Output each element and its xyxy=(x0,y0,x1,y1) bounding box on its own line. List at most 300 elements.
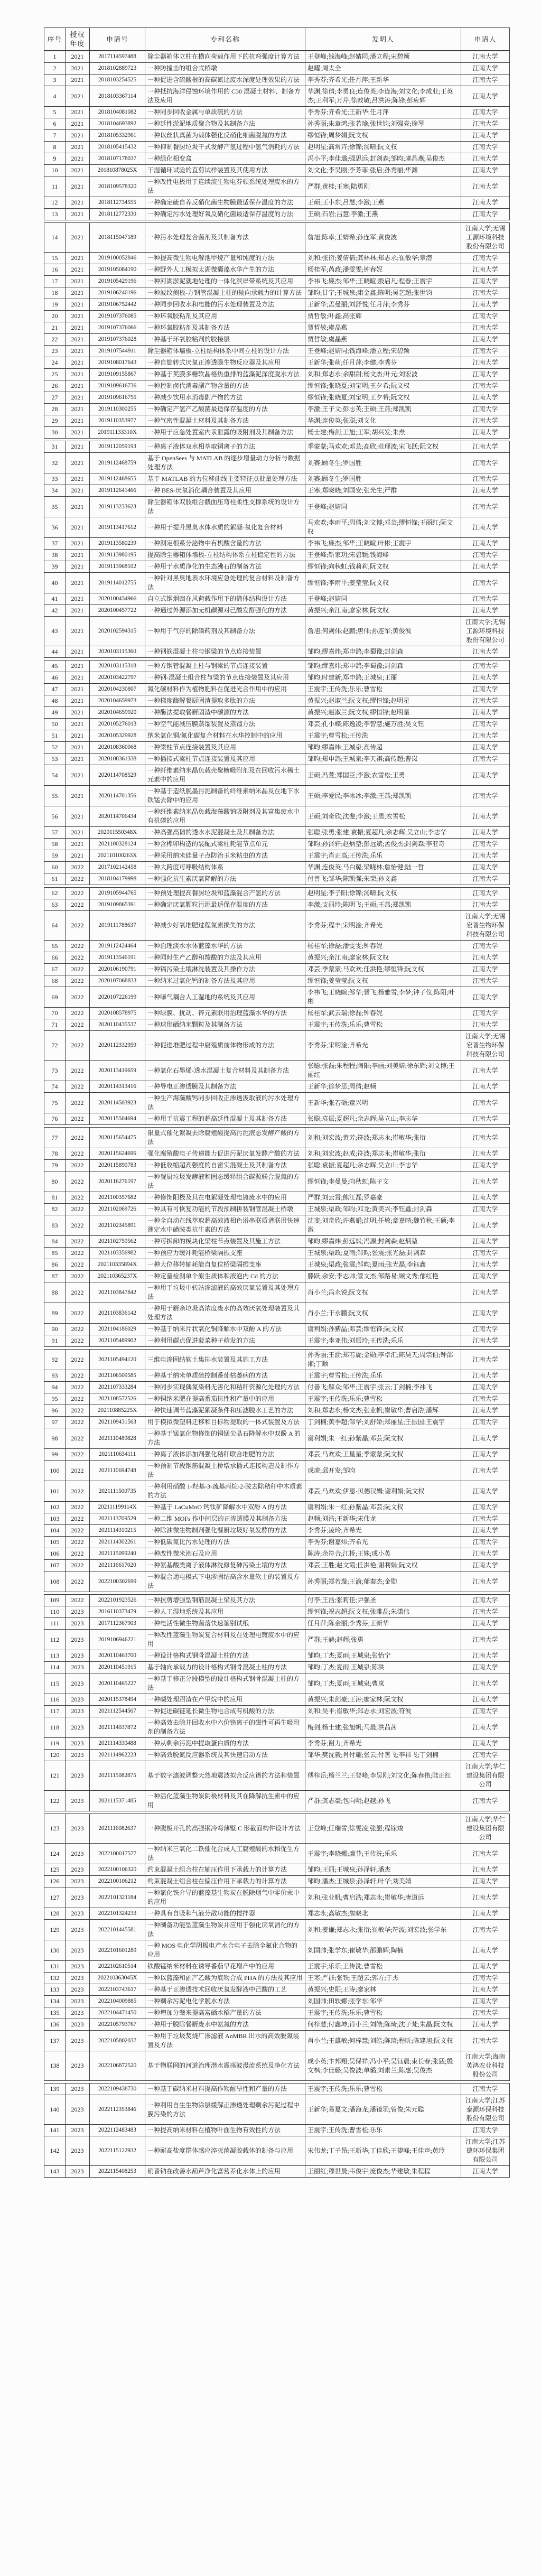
table-row xyxy=(44,1303,510,1324)
inventors-cell: 李祎飞;廉杰;邹华;王晓暄;叶彬;王震宇 xyxy=(305,538,461,550)
table-row xyxy=(44,427,510,439)
year-cell: 2021 xyxy=(66,392,90,404)
inventors-cell: 赵耀;周太全 xyxy=(305,63,461,75)
patent-title-cell: 一种测定根系分泌物中有机酸含量的方法 xyxy=(145,538,305,550)
inventors-cell: 刘和;张业帆;曹启浩;郑志永;崔敏华;唐道远 xyxy=(305,1887,461,1908)
year-cell: 2022 xyxy=(66,1215,90,1236)
application-number-cell: 2018102889723 xyxy=(90,63,145,75)
inventors-cell: 王登峰;靳家玥;宋碧颖;钱海峰 xyxy=(305,550,461,561)
patent-title-cell: 一种控制卤代消毒副产物含量的方法 xyxy=(145,380,305,392)
application-number-cell: 202210363045X xyxy=(90,1973,145,1984)
patent-title-cell: 一种二维 MOFs 作中间层的正渗透膜及其制备方法 xyxy=(145,1513,305,1525)
applicant-cell: 江南大学 xyxy=(461,1673,510,1694)
table-row xyxy=(44,1973,510,1984)
applicant-cell: 江南大学 xyxy=(461,827,510,839)
inventors-cell: 邹昀;潘杰;王城泉;孙泽轩;叶华;刘美婧 xyxy=(305,1876,461,1887)
table-row xyxy=(44,517,510,538)
patent-title-cell: 一种纳米过氧化钙的制备方法及其应用 xyxy=(145,975,305,987)
inventors-cell: 王硕;刘奇欣;沈斐;李激;王勇;农雪松 xyxy=(305,806,461,827)
serial-cell: 126 xyxy=(44,1876,66,1887)
applicant-cell: 江南大学;江苏泰源环保科技股份有限公司 xyxy=(461,2095,510,2125)
year-cell: 2023 xyxy=(66,1630,90,1650)
patent-title-cell: 一种用于垃圾焚烧厂渗滤液 AnMBR 出水的高效脱氮装置及方法 xyxy=(145,2031,305,2051)
serial-cell: 15 xyxy=(44,253,66,264)
inventors-cell: 刘和;郑志永;余甜甜;杨文杰;叶元;刘宏波 xyxy=(305,369,461,380)
applicant-cell: 江南大学 xyxy=(461,1204,510,1215)
patent-title-cell: 强化腐殖酸电子传递能力促进污泥厌氧发酵产酸的方法 xyxy=(145,1148,305,1160)
year-cell: 2021 xyxy=(66,51,90,63)
column-header-patent-title: 专利名称 xyxy=(145,28,305,51)
inventors-cell: 肖小兰;冯永锐;阮文权 xyxy=(305,1282,461,1303)
patent-title-cell: 一种同步回收金属与单质硫的方法 xyxy=(145,107,305,118)
applicant-cell: 江南大学 xyxy=(461,253,510,264)
serial-cell: 103 xyxy=(44,1513,66,1525)
applicant-cell: 江南大学;华仁建设集团有限公司 xyxy=(461,1761,510,1791)
inventors-cell: 王震宇;李晓娜;廉菲;王传洗;乐乐 xyxy=(305,1844,461,1864)
table-row xyxy=(44,661,510,672)
serial-cell: 111 xyxy=(44,1618,66,1630)
patent-title-cell: 一种纳米三氧化二铁催化合成人工腐殖酸的水稻促生方法 xyxy=(145,1844,305,1864)
year-cell: 2021 xyxy=(66,742,90,754)
serial-cell: 137 xyxy=(44,2031,66,2051)
table-row xyxy=(44,2084,510,2095)
inventors-cell: 邹昀;丁杰;夏雨;王城泉;曹岚 xyxy=(305,1673,461,1694)
serial-cell: 64 xyxy=(44,911,66,941)
table-row xyxy=(44,118,510,130)
inventors-cell: 邓芸;马欢欢;伊恩·贝德汉姆;谢利娟;阮文权 xyxy=(305,1481,461,1502)
serial-cell: 22 xyxy=(44,334,66,346)
table-row xyxy=(44,346,510,357)
serial-cell: 20 xyxy=(44,311,66,322)
patent-title-cell: 一种定量检测单个原生质体和液泡内 Cd 的方法 xyxy=(145,1271,305,1282)
year-cell: 2023 xyxy=(66,1864,90,1876)
year-cell: 2021 xyxy=(66,827,90,839)
serial-cell: 95 xyxy=(44,1393,66,1405)
year-cell: 2022 xyxy=(66,1019,90,1031)
inventors-cell: 黄振兴;赵淑兰;阮文权;缪恒锋;赵明星 xyxy=(305,695,461,707)
patent-title-cell: 一种导电正渗透膜及其制备方法 xyxy=(145,1081,305,1093)
application-number-cell: 2019112641466 xyxy=(90,485,145,497)
inventors-cell: 刘和;姜谦;郑志永;张衍;崔敏华;符波;刘宏波;张学东 xyxy=(305,1920,461,1940)
year-cell: 2023 xyxy=(66,1940,90,1961)
year-cell: 2022 xyxy=(66,1370,90,1382)
serial-cell: 16 xyxy=(44,264,66,276)
patent-title-cell: 一种基于修正分段模型的设计格构式钢骨混凝土柱的方法 xyxy=(145,1673,305,1694)
serial-cell: 26 xyxy=(44,380,66,392)
inventors-cell: 张聪;张勇;张建;袁振;夏超凡;余志辉;吴立山;李志华 xyxy=(305,827,461,839)
serial-cell: 94 xyxy=(44,1382,66,1393)
application-number-cell: 2019107376066 xyxy=(90,322,145,334)
applicant-cell: 江南大学 xyxy=(461,987,510,1008)
table-row xyxy=(44,2019,510,2031)
inventors-cell: 李秀芬;程丰;宋明淦;齐希光 xyxy=(305,911,461,941)
patent-title-cell: 一种纤维素纳米晶负载壳聚糖吸附剂及在回收污水稀土元素中的应用 xyxy=(145,765,305,786)
table-row xyxy=(44,1673,510,1694)
year-cell: 2021 xyxy=(66,209,90,220)
application-number-cell: 2020110435537 xyxy=(90,1019,145,1031)
application-number-cell: 2019111788637 xyxy=(90,911,145,941)
table-row xyxy=(44,899,510,911)
serial-cell: 129 xyxy=(44,1920,66,1940)
inventors-cell: 贾哲敏;虞晶燕 xyxy=(305,334,461,346)
applicant-cell: 江南大学 xyxy=(461,86,510,107)
serial-cell: 113 xyxy=(44,1650,66,1662)
inventors-cell: 王寒;郑晓晓;刘国安;张光生;严群 xyxy=(305,485,461,497)
serial-cell: 70 xyxy=(44,1008,66,1019)
inventors-cell: 谢利娟;朱一红;孙紫晶;邓芸;阮文权 xyxy=(305,1502,461,1513)
serial-cell: 7 xyxy=(44,130,66,142)
applicant-cell: 江南大学;无锡工源环境科技股份有限公司 xyxy=(461,223,510,253)
patent-title-cell: 硝普钠在改善水葫芦净化富营养化水体上的应用 xyxy=(145,2166,305,2178)
table-row xyxy=(44,1502,510,1513)
year-cell: 2022 xyxy=(66,1481,90,1502)
inventors-cell: 黄振兴;余江南;廖家林;阮文权 xyxy=(305,952,461,964)
table-row xyxy=(44,1192,510,1204)
table-row xyxy=(44,63,510,75)
application-number-cell: 2020107068833 xyxy=(90,975,145,987)
application-number-cell: 2018104179998 xyxy=(90,873,145,885)
table-row xyxy=(44,334,510,346)
applicant-cell: 江南大学 xyxy=(461,415,510,427)
year-cell: 2021 xyxy=(66,299,90,311)
year-cell: 2022 xyxy=(66,873,90,885)
inventors-cell: 马欢欢;李雨平;周倩;刘文博;邓芸;缪恒锋;王丽红;阮文权 xyxy=(305,517,461,538)
table-row xyxy=(44,646,510,658)
applicant-cell: 江南大学 xyxy=(461,1717,510,1738)
serial-cell: 42 xyxy=(44,605,66,617)
application-number-cell: 2018115047189 xyxy=(90,223,145,253)
application-number-cell: 2019106946221 xyxy=(90,1630,145,1650)
year-cell: 2023 xyxy=(66,2166,90,2178)
year-cell: 2021 xyxy=(66,357,90,369)
year-cell: 2021 xyxy=(66,695,90,707)
inventors-cell: 刘赛;顾冬生;罗国胜 xyxy=(305,453,461,473)
patent-title-cell: 一种具有可恢复功能的节段预制拼装钢管混凝土桥墩 xyxy=(145,1204,305,1215)
application-number-cell: 2021102345891 xyxy=(90,1215,145,1236)
patent-title-cell: 一种低碳氮比污水处理的方法 xyxy=(145,1537,305,1548)
inventors-cell: 王新华;徐梦思;周倩;赵频 xyxy=(305,1081,461,1093)
patent-title-cell: 一种预制节段钢筋混凝土桥墩承插式连接构造及制作方法 xyxy=(145,1461,305,1481)
table-row xyxy=(44,404,510,415)
inventors-cell: 黄振兴;赵淑兰;阮文权;缪恒锋;赵明星 xyxy=(305,707,461,719)
applicant-cell: 江南大学 xyxy=(461,941,510,952)
year-cell: 2022 xyxy=(66,911,90,941)
patent-title-cell: 一种修饰阳极及其在电絮凝处理电镀废水中的应用 xyxy=(145,1192,305,1204)
serial-cell: 1 xyxy=(44,51,66,63)
application-number-cell: 2019109616755 xyxy=(90,392,145,404)
inventors-cell: 缪恒锋;向秋虹;钱莉莉;阮文权 xyxy=(305,561,461,573)
table-row xyxy=(44,1324,510,1335)
application-number-cell: 2018104693892 xyxy=(90,118,145,130)
serial-cell: 98 xyxy=(44,1428,66,1449)
application-number-cell: 2019113417612 xyxy=(90,517,145,538)
application-number-cell: 2022105793767 xyxy=(90,2019,145,2031)
applicant-cell: 江南大学 xyxy=(461,1750,510,1761)
inventors-cell: 李秀芬;凌玲;齐希光 xyxy=(305,1525,461,1537)
year-cell: 2021 xyxy=(66,118,90,130)
patent-title-cell: 一种钢-混凝土组合柱与梁的节点连接装置及其应用 xyxy=(145,672,305,684)
applicant-cell: 江南大学 xyxy=(461,1171,510,1192)
applicant-cell: 江南大学 xyxy=(461,1662,510,1673)
serial-cell: 87 xyxy=(44,1271,66,1282)
serial-cell: 27 xyxy=(44,392,66,404)
column-header-grant-year: 授权年度 xyxy=(66,28,90,51)
application-number-cell: 2020110463700 xyxy=(90,1650,145,1662)
inventors-cell: 邹昀;郑申鸽;王城泉;李天祺;高传超;曹岚 xyxy=(305,754,461,765)
application-number-cell: 2021111500735 xyxy=(90,1481,145,1502)
applicant-cell: 江南大学 xyxy=(461,392,510,404)
year-cell: 2021 xyxy=(66,684,90,695)
application-number-cell: 2019110300255 xyxy=(90,404,145,415)
table-row xyxy=(44,287,510,299)
inventors-cell: 付善飞;解众;邹华;王震宇;张云;丁剑楠;李祎飞 xyxy=(305,1382,461,1393)
serial-cell: 90 xyxy=(44,1324,66,1335)
applicant-cell: 江南大学 xyxy=(461,1215,510,1236)
year-cell: 2022 xyxy=(66,952,90,964)
inventors-cell: 贾哲敏;叶鑫;高张辉 xyxy=(305,311,461,322)
serial-cell: 14 xyxy=(44,223,66,253)
table-row xyxy=(44,51,510,63)
year-cell: 2023 xyxy=(66,1814,90,1844)
column-header-serial: 序号 xyxy=(44,28,66,51)
table-row xyxy=(44,1481,510,1502)
serial-cell: 53 xyxy=(44,754,66,765)
table-row xyxy=(44,695,510,707)
patent-title-cell: 一种减少饮用水消毒副产物的方法 xyxy=(145,392,305,404)
serial-cell: 101 xyxy=(44,1481,66,1502)
table-row xyxy=(44,1449,510,1461)
patent-title-cell: 一种快速调节蓝藻泥絮凝条件和压滤脱水工艺的方法 xyxy=(145,1405,305,1417)
year-cell: 2021 xyxy=(66,197,90,209)
patent-title-cell: 一种防撞击的组合式桥墩 xyxy=(145,63,305,75)
inventors-cell: 严群;王赫;赵辉;张勇 xyxy=(305,1630,461,1650)
inventors-cell: 严群;黄桂;王寒;陆勇刚 xyxy=(305,176,461,197)
inventors-cell: 宋伟龙;丁子昂;王新华;丁佳欣;王捷峰;王佳声;黄玲 xyxy=(305,2136,461,2166)
table-row xyxy=(44,1844,510,1864)
patent-title-cell: 一种插接式梁柱节点连接装置及其应用 xyxy=(145,754,305,765)
inventors-cell: 王震宇;王传洗;乐乐;曹雪松 xyxy=(305,1393,461,1405)
year-cell: 2021 xyxy=(66,63,90,75)
inventors-cell: 王震宇;王传洗;乐乐;曹雪松 xyxy=(305,2084,461,2095)
year-cell: 2023 xyxy=(66,2125,90,2136)
year-cell: 2021 xyxy=(66,786,90,806)
applicant-cell: 江南大学 xyxy=(461,661,510,672)
year-cell: 2021 xyxy=(66,617,90,646)
table-row xyxy=(44,850,510,862)
applicant-cell: 江南大学 xyxy=(461,1061,510,1081)
inventors-cell: 刘国帅;田轶娜;张学东;邹华 xyxy=(305,1996,461,2007)
year-cell: 2022 xyxy=(66,1449,90,1461)
year-cell: 2021 xyxy=(66,427,90,439)
application-number-cell: 202110100263X xyxy=(90,850,145,862)
serial-cell: 67 xyxy=(44,964,66,975)
year-cell: 2022 xyxy=(66,1128,90,1148)
application-number-cell: 2020105329928 xyxy=(90,730,145,742)
applicant-cell: 江南大学 xyxy=(461,1335,510,1347)
patent-title-cell: 一种基于纳米单质硫控制番茄枯萎病的方法 xyxy=(145,1370,305,1382)
applicant-cell: 江南大学 xyxy=(461,1008,510,1019)
serial-cell: 97 xyxy=(44,1417,66,1428)
table-row xyxy=(44,2051,510,2081)
column-header-inventors: 发明人 xyxy=(305,28,461,51)
year-cell: 2021 xyxy=(66,380,90,392)
application-number-cell: 2020104230807 xyxy=(90,684,145,695)
patent-title-cell: 一种碱处理沼渣在产甲烷中的应用 xyxy=(145,1694,305,1706)
year-cell: 2022 xyxy=(66,1537,90,1548)
applicant-cell: 江南大学 xyxy=(461,873,510,885)
serial-cell: 39 xyxy=(44,561,66,573)
inventors-cell: 王硕;李爱民;李冰冰;李激;王燕;郑凯凯 xyxy=(305,786,461,806)
application-number-cell: 2021103356982 xyxy=(90,1248,145,1259)
application-number-cell: 2021115099240 xyxy=(90,1548,145,1560)
applicant-cell: 江南大学 xyxy=(461,1350,510,1370)
application-number-cell: 2021110489828 xyxy=(90,1428,145,1449)
serial-cell: 48 xyxy=(44,695,66,707)
inventors-cell: 李秀芬;谢力;齐希光 xyxy=(305,1738,461,1750)
application-number-cell: 2020114503923 xyxy=(90,1093,145,1113)
table-row xyxy=(44,862,510,873)
patent-title-cell: 一种混合通电模式下电渗固结高含水量软土的装置及方法 xyxy=(145,1571,305,1592)
inventors-cell: 王震宇;王传洗;乐乐;曹雪松 xyxy=(305,2007,461,2019)
patent-title-cell: 铁酸锰纳米材料在诱导番茄早花增产中的应用 xyxy=(145,1961,305,1973)
serial-cell: 12 xyxy=(44,197,66,209)
table-row xyxy=(44,1031,510,1061)
inventors-cell: 冯小平;李佳璐;强思远;封剑森;邹昀;虞晶燕;吴俊杰 xyxy=(305,153,461,165)
serial-cell: 40 xyxy=(44,573,66,593)
applicant-cell: 江南大学 xyxy=(461,1303,510,1324)
application-number-cell: 2020112332959 xyxy=(90,1031,145,1061)
year-cell: 2023 xyxy=(66,1996,90,2007)
inventors-cell: 缪恒锋;李曼曼;向秋虹;陈子文 xyxy=(305,1171,461,1192)
table-row xyxy=(44,719,510,730)
year-cell: 2022 xyxy=(66,1236,90,1248)
table-row xyxy=(44,1405,510,1417)
patent-title-cell: 一种同步实现偶氮染料无害化和秸秆资源化处理的方法 xyxy=(145,1382,305,1393)
patent-table-body xyxy=(44,51,510,2178)
application-number-cell: 2020114313416 xyxy=(90,1081,145,1093)
applicant-cell: 江南大学;无锡宏普生物环保科技有限公司 xyxy=(461,911,510,941)
serial-cell: 125 xyxy=(44,1864,66,1876)
serial-cell: 114 xyxy=(44,1662,66,1673)
year-cell: 2021 xyxy=(66,573,90,593)
patent-title-cell: 一种预应力缓冲耗能桥梁隔振支座 xyxy=(145,1248,305,1259)
patent-title-cell: 基于物联网的河道治理潜水震荡波漫流系统及净化方法 xyxy=(145,2051,305,2081)
application-number-cell: 2019107376028 xyxy=(90,334,145,346)
applicant-cell: 江南大学 xyxy=(461,550,510,561)
inventors-cell: 谢利娟;孙紫晶;邓芸;缪恒锋;阮文权 xyxy=(305,1324,461,1335)
year-cell: 2023 xyxy=(66,1673,90,1694)
table-row xyxy=(44,1630,510,1650)
inventors-cell: 肖小兰;王雄敏;何梓慧;刘皓;陈琦;程昕;陈建旭;阮文权 xyxy=(305,2031,461,2051)
applicant-cell: 江南大学 xyxy=(461,441,510,453)
applicant-cell: 江南大学 xyxy=(461,142,510,153)
patent-title-cell: 一种曝气耦合人工湿地的系统及其应用 xyxy=(145,987,305,1008)
patent-title-cell: 基于轴向承载力的设计格构式钢骨混凝土柱的方法 xyxy=(145,1662,305,1673)
inventors-cell: 肖小兰;干永鹏;阮文权 xyxy=(305,1303,461,1324)
patent-title-cell: 一种方钢管混凝土柱与钢梁的节点连接装置 xyxy=(145,661,305,672)
header-row xyxy=(44,28,510,51)
serial-cell: 23 xyxy=(44,346,66,357)
applicant-cell: 江南大学 xyxy=(461,1920,510,1940)
year-cell: 2022 xyxy=(66,1204,90,1215)
table-row xyxy=(44,1382,510,1393)
applicant-cell: 江南大学 xyxy=(461,357,510,369)
year-cell: 2022 xyxy=(66,1335,90,1347)
inventors-cell: 王震宇;乐乐;王传洗;曹雪松 xyxy=(305,1961,461,1973)
patent-title-cell: 一种用于厨余垃圾高浓度废水的高效厌氧处理装置及其处理方法 xyxy=(145,1303,305,1324)
patent-title-cell: 一种空气能减压膜蒸馏装置及蒸馏方法 xyxy=(145,719,305,730)
applicant-cell: 江南大学 xyxy=(461,176,510,197)
serial-cell: 41 xyxy=(44,593,66,605)
application-number-cell: 2020114701356 xyxy=(90,786,145,806)
patent-title-cell: 除尘器箱体墙板-立柱结构体系中间立柱的设计方法 xyxy=(145,346,305,357)
application-number-cell: 202110885225X xyxy=(90,1405,145,1417)
serial-cell: 66 xyxy=(44,952,66,964)
serial-cell: 30 xyxy=(44,427,66,439)
applicant-cell: 江南大学 xyxy=(461,1864,510,1876)
inventors-cell: 刘和;刘宏波;黄芳;符波;郑志永;崔敏华;张衍 xyxy=(305,1128,461,1148)
applicant-cell: 江南大学 xyxy=(461,730,510,742)
year-cell: 2022 xyxy=(66,1393,90,1405)
year-cell: 2023 xyxy=(66,1738,90,1750)
applicant-cell: 江南大学 xyxy=(461,1887,510,1908)
year-cell: 2022 xyxy=(66,1502,90,1513)
patent-title-cell: 一种具有自吸和气液分散功能的搅拌器 xyxy=(145,1908,305,1920)
inventors-cell: 贾哲敏;虞晶燕 xyxy=(305,322,461,334)
table-row xyxy=(44,1061,510,1081)
application-number-cell: 2020107226199 xyxy=(90,987,145,1008)
patent-title-cell: 一种腹板开孔的高强钢冷弯薄壁 C 形截面构件设计方法 xyxy=(145,1814,305,1844)
patent-title-cell: 基于 MATLAB 的力位移曲线主要特征点批量处理方法 xyxy=(145,473,305,485)
table-row xyxy=(44,1887,510,1908)
application-number-cell: 2022101324233 xyxy=(90,1908,145,1920)
inventors-cell: 华渊;连俊英;马白璐;梁晓林;詹怡健;陆一哲 xyxy=(305,862,461,873)
application-number-cell: 2021112544567 xyxy=(90,1706,145,1717)
patent-title-cell: 一种治理淡水水体蓝藻水华的方法 xyxy=(145,941,305,952)
application-number-cell: 2020105276013 xyxy=(90,719,145,730)
applicant-cell: 江南大学;无锡宏普生物环保科技有限公司 xyxy=(461,1031,510,1061)
applicant-cell: 江南大学 xyxy=(461,517,510,538)
inventors-cell: 王城泉;渠政;张震;邹昀;夏雨;张光磊;李钰鑫 xyxy=(305,1259,461,1271)
applicant-cell: 江南大学 xyxy=(461,485,510,497)
year-cell: 2021 xyxy=(66,754,90,765)
serial-cell: 61 xyxy=(44,873,66,885)
year-cell: 2021 xyxy=(66,276,90,287)
inventors-cell: 赵明星;李子阳;徐锦;汤晴;阮文权 xyxy=(305,888,461,899)
application-number-cell: 2022103743617 xyxy=(90,1984,145,1996)
patent-title-cell: 三维电渗固结软土集排水装置及其施工方法 xyxy=(145,1350,305,1370)
year-cell: 2022 xyxy=(66,899,90,911)
inventors-cell: 杨桂军;芮政;潘雯雯;钟春妮 xyxy=(305,264,461,276)
application-number-cell: 2022112483483 xyxy=(90,2125,145,2136)
applicant-cell: 江南大学 xyxy=(461,899,510,911)
patent-title-cell: 一种同步回收水和电能的污水处理装置及方法 xyxy=(145,299,305,311)
serial-cell: 60 xyxy=(44,862,66,873)
inventors-cell: 李秀芬;齐希光;王新华;任月萍 xyxy=(305,107,461,118)
serial-cell: 57 xyxy=(44,827,66,839)
applicant-cell: 江南大学 xyxy=(461,2031,510,2051)
patent-title-cell: 一种改性微米沸石及应用 xyxy=(145,1548,305,1560)
serial-cell: 136 xyxy=(44,2019,66,2031)
patent-title-cell: 一种酶法提取餐厨固渣中碳源的方法 xyxy=(145,707,305,719)
application-number-cell: 202111199114X xyxy=(90,1502,145,1513)
year-cell: 2021 xyxy=(66,497,90,517)
table-row xyxy=(44,1148,510,1160)
inventors-cell: 孙秀丽;王渝;郑若旋;金勋;李卓汇;陈昊天;周宗伯;钟邵湘;丁顺 xyxy=(305,1350,461,1370)
application-number-cell: 201810878025X xyxy=(90,165,145,176)
patent-title-cell: 一种餐厨垃圾发酵液和固态缓释组合碳源联合脱氮的方法 xyxy=(145,1171,305,1192)
application-number-cell: 2021100328124 xyxy=(90,839,145,850)
